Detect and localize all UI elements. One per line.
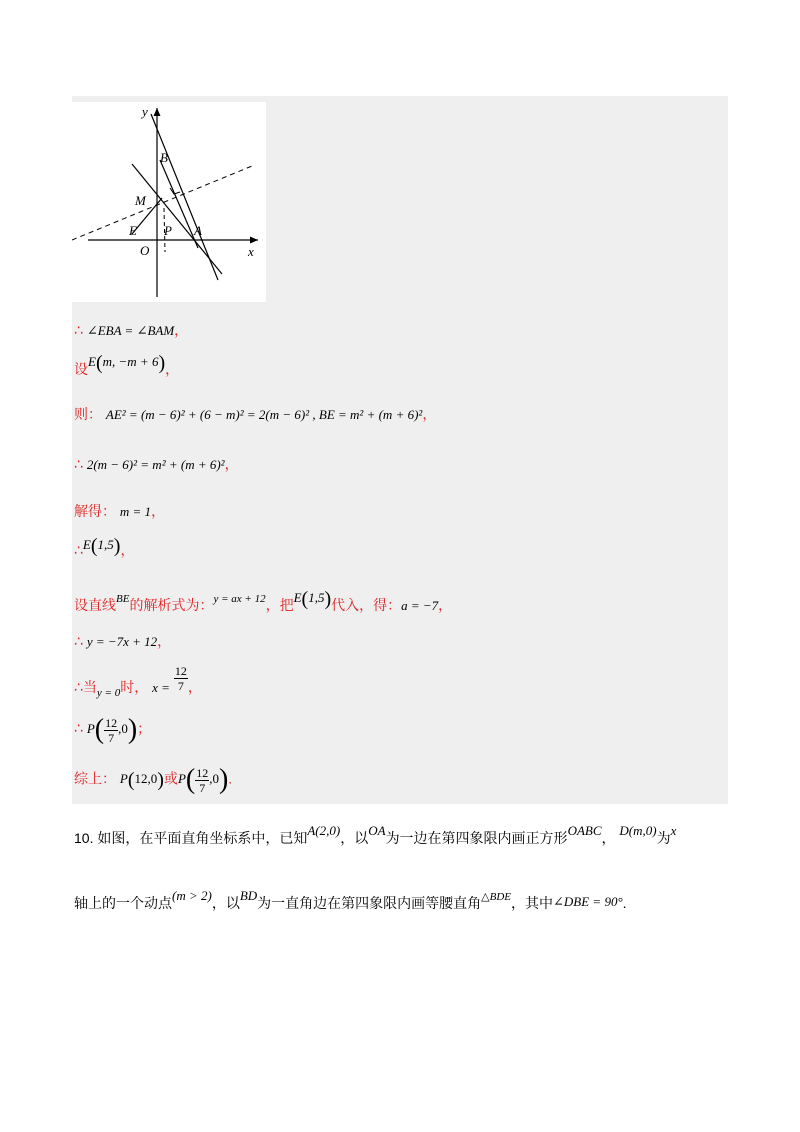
- question-text: .: [622, 895, 627, 911]
- numerator: 12: [174, 664, 187, 678]
- solution-line-9: [74, 664, 202, 700]
- therefore-symbol: ∴: [74, 456, 83, 472]
- distance-equations: AE² = (m − 6)² + (6 − m)² = 2(m − 6)² , BE = m² + (m + 6)²: [105, 407, 423, 422]
- punctuation: ，: [438, 597, 453, 613]
- solution-line-10: [74, 716, 151, 745]
- punctuation: ，: [120, 542, 135, 558]
- then-word: 则：: [74, 406, 102, 422]
- point-e-result: [82, 535, 121, 558]
- when-word: 时，: [120, 679, 149, 696]
- solution-line-8: [74, 632, 171, 651]
- denominator: 7: [108, 731, 115, 745]
- therefore-symbol: ∴: [74, 322, 83, 338]
- substitute-word: ，把: [265, 597, 294, 613]
- point-e-sub: [293, 588, 332, 611]
- line-be-label: BE: [116, 593, 130, 605]
- question-10-line-2: [74, 885, 627, 911]
- paren-close: ): [324, 588, 332, 611]
- a-value: a = −7: [401, 598, 439, 613]
- solution-line-4: [74, 455, 239, 474]
- punctuation: ，: [224, 456, 239, 472]
- therefore-when: ∴当: [74, 679, 97, 696]
- label-p: P: [164, 223, 172, 238]
- question-text: 为一直角边在第四象限内画等腰直角: [257, 895, 482, 911]
- m-value: m = 1: [119, 504, 152, 519]
- line-ba: [151, 114, 218, 280]
- question-text: ，: [601, 830, 616, 846]
- punctuation: ；: [137, 720, 152, 737]
- right-angle-mark: [170, 188, 180, 194]
- angle-equation: ∠EBA = ∠BAM: [86, 323, 175, 338]
- paren-close: ): [158, 352, 166, 375]
- point-p-result: [86, 714, 138, 746]
- angle-dbe: ∠DBE = 90°: [553, 894, 623, 909]
- punctuation: ，: [157, 633, 172, 649]
- segment-bd: BD: [239, 888, 258, 903]
- numerator: 12: [196, 766, 209, 780]
- punctuation: ，: [422, 406, 437, 422]
- question-text: 为: [656, 830, 671, 846]
- m-condition: (m > 2): [172, 888, 212, 903]
- point-d: D(m,0): [619, 823, 657, 838]
- paren-open: (: [301, 588, 309, 611]
- paren-open: (: [90, 535, 98, 558]
- question-text: 如图，在平面直角坐标系中，已知: [97, 830, 308, 846]
- solution-line-1: [74, 321, 188, 340]
- point-p-name: P: [177, 771, 186, 787]
- label-m: M: [135, 193, 146, 208]
- paren-close: ): [218, 764, 229, 796]
- therefore-symbol: ∴: [74, 542, 83, 558]
- x-equals: x =: [152, 680, 170, 696]
- coordinate-figure: [72, 102, 266, 302]
- denominator: 7: [199, 781, 206, 795]
- dashed-line: [72, 166, 252, 240]
- segment-oa: OA: [368, 823, 386, 838]
- solution-line-2: [74, 352, 180, 377]
- point-p2-y: ,0: [209, 771, 219, 787]
- fraction-12-7: [195, 766, 209, 795]
- paren-open: (: [94, 714, 105, 746]
- punctuation: ，: [174, 322, 189, 338]
- equation: 2(m − 6)² = m² + (m + 6)²: [86, 457, 225, 472]
- figure-svg: [72, 102, 266, 302]
- point-p-name: P: [119, 771, 128, 787]
- label-o: O: [140, 243, 150, 258]
- therefore-symbol: ∴: [74, 633, 83, 649]
- point-e-expression: [88, 352, 166, 375]
- triangle-bde: △BDE: [481, 891, 512, 903]
- numerator: 12: [105, 716, 118, 730]
- point-e-name: E: [82, 537, 91, 552]
- question-text: ，以: [211, 895, 240, 911]
- point-p1-coords: 12,0: [134, 771, 158, 787]
- let-line-word: 设直线: [74, 597, 116, 613]
- expression-word: 的解析式为：: [129, 597, 214, 613]
- point-e-coords: 1,5: [97, 537, 114, 552]
- get-word: 代入，得：: [331, 597, 402, 613]
- paren-open: (: [95, 352, 103, 375]
- x-axis-var: x: [670, 823, 677, 838]
- paren-open: (: [127, 769, 135, 792]
- y-axis-arrow: [154, 108, 161, 116]
- solve-word: 解得：: [74, 503, 116, 519]
- label-a: A: [194, 223, 202, 238]
- point-e-name: E: [293, 590, 302, 605]
- point-p-y: ,0: [118, 721, 128, 737]
- question-text: 轴上的一个动点: [74, 895, 172, 911]
- paren-open: (: [185, 764, 196, 796]
- y-zero-condition: y = 0: [96, 687, 121, 700]
- summary-word: 综上：: [74, 770, 116, 787]
- question-number: 10.: [74, 830, 94, 846]
- line-equation: y = ax + 12: [213, 593, 266, 605]
- label-x: x: [248, 244, 254, 259]
- question-text: 为一边在第四象限内画正方形: [385, 830, 568, 846]
- paren-close: ): [157, 769, 164, 792]
- denominator: 7: [177, 679, 184, 693]
- therefore-symbol: ∴: [74, 720, 83, 737]
- paren-close: ): [113, 535, 121, 558]
- fraction-12-7: [174, 664, 188, 693]
- point-p2: [177, 764, 229, 796]
- point-a: A(2,0): [307, 823, 341, 838]
- solution-line-11: [74, 766, 232, 795]
- label-b: B: [160, 150, 168, 165]
- fraction-12-7: [104, 716, 118, 745]
- point-e-name: E: [88, 354, 96, 369]
- punctuation: ，: [151, 503, 166, 519]
- paren-close: ): [127, 714, 138, 746]
- x-axis-arrow: [250, 237, 258, 244]
- point-e-coords: 1,5: [308, 590, 325, 605]
- let-word: 设: [74, 361, 88, 377]
- point-p1: [119, 769, 164, 792]
- or-word: 或: [163, 770, 178, 787]
- punctuation: .: [228, 770, 233, 787]
- label-e: E: [129, 223, 137, 238]
- solution-line-3: [74, 405, 436, 424]
- question-text: ，其中: [511, 895, 554, 911]
- point-p-name: P: [86, 721, 95, 737]
- question-text: ，以: [340, 830, 369, 846]
- solution-line-7: [74, 588, 453, 613]
- solution-line-6: [74, 535, 135, 558]
- point-e-coords: m, −m + 6: [102, 354, 159, 369]
- question-10-line-1: [74, 820, 677, 846]
- square-oabc: OABC: [567, 823, 602, 838]
- line-be-equation: y = −7x + 12: [86, 634, 158, 649]
- label-y: y: [142, 104, 148, 119]
- punctuation: ，: [165, 361, 180, 377]
- punctuation: ，: [187, 679, 202, 696]
- solution-line-5: [74, 502, 165, 521]
